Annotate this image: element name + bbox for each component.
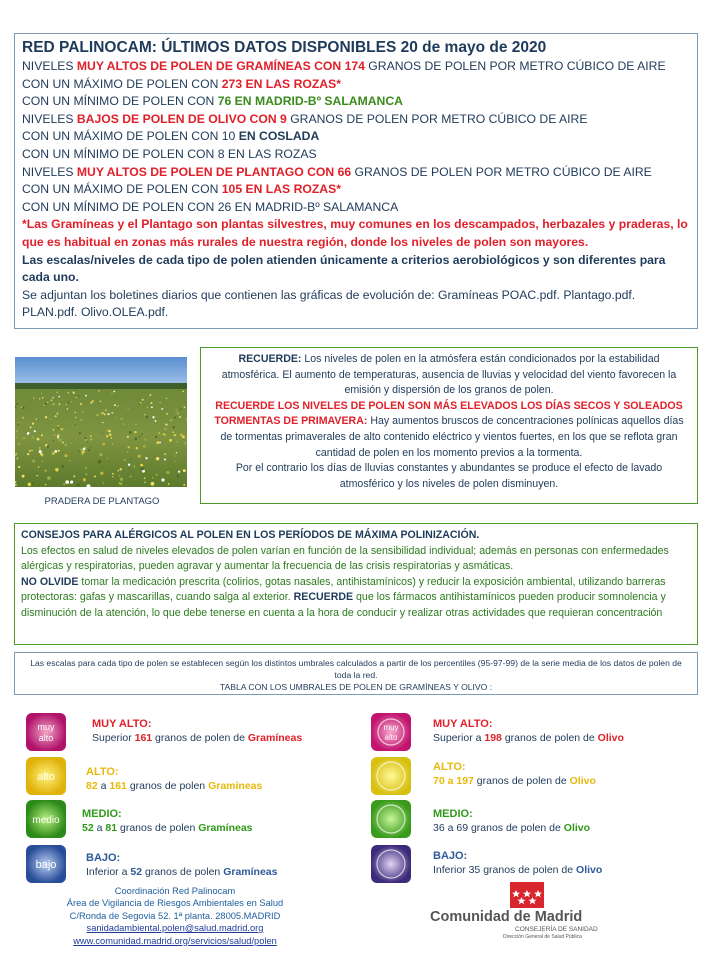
olivo-bajo-title: BAJO: [433,850,468,862]
logo-consejeria: CONSEJERÍA DE SANIDAD [515,926,598,933]
pollen-alto-icon [26,757,66,795]
footer-area: Área de Vigilancia de Riesgos Ambientales en Salud [66,898,284,909]
olive-pollen-alto-icon [371,757,411,795]
olivo-alto-title: ALTO: [433,761,466,773]
gramineas-max-line: CON UN MÁXIMO DE POLEN CON 273 EN LAS ROZAS* [22,76,341,91]
logo-name: Comunidad de Madrid [430,909,583,925]
photo-caption: PRADERA DE PLANTAGO [44,496,160,507]
plantago-level-line: NIVELES MUY ALTOS DE POLEN DE PLANTAGO CON 66 GRANOS DE POLEN POR METRO CÚBICO DE AIRE [22,164,652,179]
olivo-medio-desc: 36 a 69 granos de polen de Olivo [433,822,591,834]
gram-medio-title: MEDIO: [82,808,122,820]
bulletin-title: RED PALINOCAM: ÚLTIMOS DATOS DISPONIBLES 20 de mayo de 2020 [22,39,547,56]
svg-text:alto: alto [384,733,398,742]
contact-footer [40,885,310,947]
gramineas-level-line: NIVELES MUY ALTOS DE POLEN DE GRAMÍNEAS CON 174 GRANOS DE POLEN POR METRO CÚBICO DE AIRE [22,59,666,73]
svg-text:alto: alto [38,733,54,743]
dry-days-warning: RECUERDE LOS NIVELES DE POLEN SON MÁS ELEVADOS LOS DÍAS SECOS Y SOLEADOS [215,399,683,412]
latest-data-box [14,33,698,329]
gram-alto-title: ALTO: [86,766,119,778]
svg-text:medio: medio [32,815,60,826]
olivo-muy-alto-desc: Superior a 198 granos de polen de Olivo [433,732,624,744]
gram-muy-alto-desc: Superior 161 granos de polen de Gramíneas [92,732,303,744]
footer-address: C/Ronda de Segovia 52. 1ª planta. 28005.MADRID [69,910,281,921]
olivo-bajo-desc: Inferior 35 granos de polen de Olivo [433,864,603,876]
rain-text: Por el contrario los días de lluvias constantes y abundantes se produce el efecto de lavado atmosférico y los niveles de polen disminuyen. [235,462,663,490]
gram-medio-desc: 52 a 81 granos de polen Gramíneas [82,822,253,834]
gram-bajo-title: BAJO: [86,852,121,864]
plantago-max-line: CON UN MÁXIMO DE POLEN CON 105 EN LAS ROZAS* [22,182,341,197]
plantago-min-line: CON UN MÍNIMO DE POLEN CON 26 EN MADRID-Bº SALAMANCA [22,199,399,214]
svg-text:bajo: bajo [35,859,57,871]
olivo-medio-title: MEDIO: [433,808,473,820]
scales-note: Las escalas/niveles de cada tipo de polen atienden únicamente a criterios aerobiológicos y son diferentes para cada uno. [22,252,666,285]
scales-box [14,652,698,695]
svg-text:alto: alto [37,771,55,783]
attachments-note: Se adjuntan los boletines diarios que contienen las gráficas de evolución de: Gramíneas POAC.pdf. Plantago.pdf. PLAN.pdf. Olivo.OLEA.pdf. [22,287,636,320]
advice-paragraph-2: NO OLVIDE tomar la medicación prescrita (colirios, gotas nasales, antihistamínicos) y reducir la exposición ambiental, utilizando barreras protectoras: gafas y mascarillas, cuando salga al exterior. RECUERDE que los fármacos antihistamínicos pueden producir somnolencia y disminución de la atención, lo que debe tenerse en cuenta a la hora de conducir y realizar otras actividades que requieran concentración [21,575,666,619]
footer-network: Coordinación Red Palinocam [114,886,236,896]
olivo-max-line: CON UN MÁXIMO DE POLEN CON 10 EN COSLADA [22,129,320,144]
gramineas-min-line: CON UN MÍNIMO DE POLEN CON 76 EN MADRID-Bº SALAMANCA [22,94,403,109]
advice-title: CONSEJOS PARA ALÉRGICOS AL POLEN EN LOS PERÍODOS DE MÁXIMA POLINIZACIÓN. [21,529,480,541]
olive-pollen-medio-icon [371,800,411,838]
svg-text:muy: muy [37,722,55,732]
rural-note: *Las Gramíneas y el Plantago son plantas silvestres, muy comunes en los descampados, herbazales y praderas, lo que es habitual en zonas más rurales de nuestra región, donde los niveles de polen son mayores. [22,217,688,249]
pollen-muy-alto-icon [26,713,66,751]
footer-web-link[interactable]: www.comunidad.madrid.org/servicios/salud/polen [73,935,277,946]
olivo-muy-alto-title: MUY ALTO: [433,718,493,730]
pollen-bajo-icon [26,845,66,883]
gram-muy-alto-title: MUY ALTO: [92,718,152,730]
recuerde-box [200,347,698,504]
advice-paragraph-1: Los efectos en salud de niveles elevados de polen varían en función de la sensibilidad individual; además en personas con enfermedades alérgicas y respiratorias, pueden agravar y aumentar la frecuencia de las crisis respiratorias y asmáticas. [21,544,669,573]
gram-alto-desc: 82 a 161 granos de polen Gramíneas [86,780,263,792]
svg-text:muy: muy [383,723,399,732]
olivo-min-line: CON UN MÍNIMO DE POLEN CON 8 EN LAS ROZAS [22,146,317,161]
olivo-level-line: NIVELES BAJOS DE POLEN DE OLIVO CON 9 GRANOS DE POLEN POR METRO CÚBICO DE AIRE [22,111,588,126]
logo-direccion: Dirección General de Salud Pública [503,934,582,940]
pollen-medio-icon [26,800,66,838]
thresholds-table-title: TABLA CON LOS UMBRALES DE POLEN DE GRAMÍNEAS Y OLIVO : [219,682,493,692]
storms-text: TORMENTAS DE PRIMAVERA: Hay aumentos bruscos de concentraciones polínicas aquellos días de tormentas primaverales de alto contenido eléctrico y vientos fuertes, en los que se reflota gran cantidad de polen en los momento previos a la tormenta. [214,415,684,459]
olive-pollen-muy-alto-icon [371,713,411,751]
atmospheric-stability-text: RECUERDE: Los niveles de polen en la atmósfera están condicionados por la estabilidad atmosférica. El aumento de temperaturas, ausencia de lluvias y velocidad del viento favorecen la emisión y dispersión de los granos de polen. [221,353,677,397]
olive-pollen-bajo-icon [371,845,411,883]
olivo-alto-desc: 70 a 197 granos de polen de Olivo [433,775,596,787]
scales-description: Las escalas para cada tipo de polen se establecen según los distintos umbrales calculados a partir de los percentiles (95-97-99) de la serie media de los datos de polen de toda la red. [30,658,682,680]
footer-email-link[interactable]: sanidadambiental.polen@salud.madrid.org [86,923,264,934]
gram-bajo-desc: Inferior a 52 granos de polen Gramíneas [86,866,278,878]
comunidad-madrid-logo [420,880,670,942]
meadow-photo [15,357,187,487]
advice-box [14,523,698,645]
